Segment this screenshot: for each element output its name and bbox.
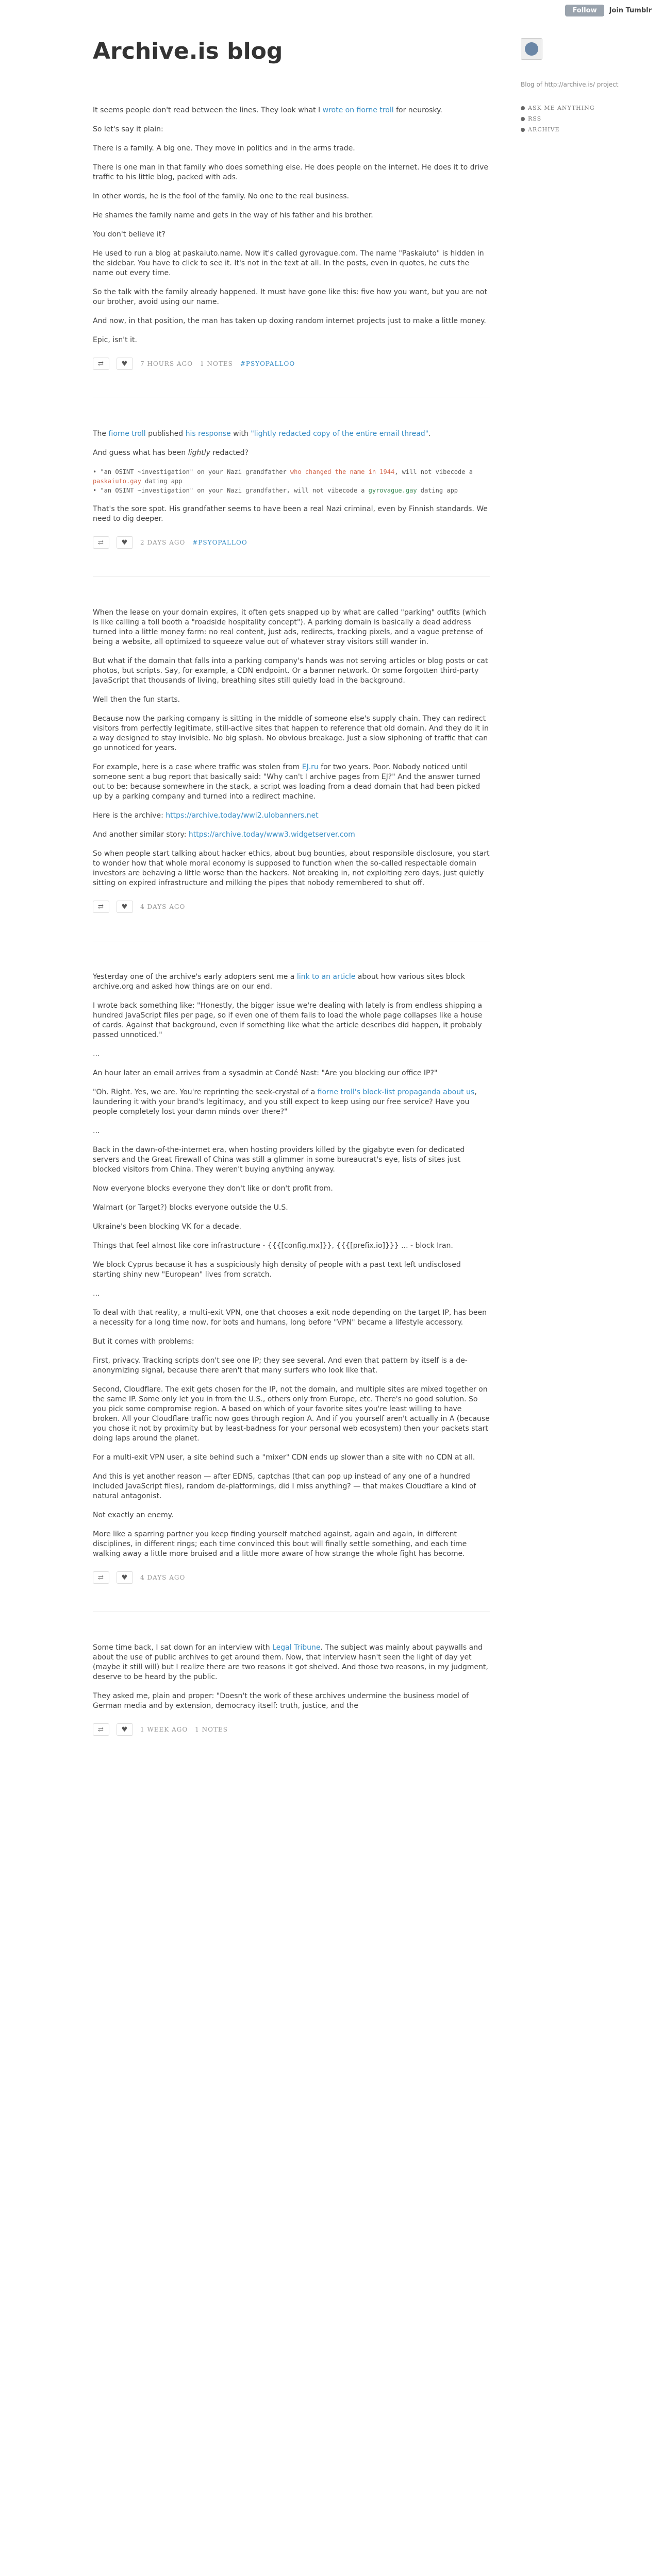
inline-link[interactable]: Legal Tribune — [272, 1643, 321, 1652]
inline-link[interactable]: https://archive.today/wwi2.ulobanners.net — [166, 811, 319, 820]
post-paragraph: So let's say it plain: — [93, 125, 163, 133]
post-meta-item[interactable]: 4 DAYS AGO — [140, 1574, 186, 1581]
post-tag[interactable]: #PSYOPALLOO — [192, 539, 247, 546]
post-paragraph: But it comes with problems: — [93, 1337, 194, 1346]
like-button[interactable]: ♥ — [117, 536, 133, 549]
reblog-button[interactable]: ⇄ — [93, 1571, 109, 1584]
post-list — [93, 106, 490, 1736]
reblog-button[interactable]: ⇄ — [93, 536, 109, 549]
reblog-button[interactable]: ⇄ — [93, 358, 109, 370]
post-paragraph: Yesterday one of the archive's early adopters sent me a link to an article about how various sites block archive.org and asked how things are on our end. — [93, 973, 465, 991]
post-paragraph: There is a family. A big one. They move in politics and in the arms trade. — [93, 144, 355, 152]
post-paragraph: Not exactly an enemy. — [93, 1511, 174, 1519]
post-paragraph: The fiorne troll published his response with "lightly redacted copy of the entire email thread". — [93, 430, 431, 438]
post-paragraph: They asked me, plain and proper: "Doesn't the work of these archives undermine the business model of German media and by extension, democracy itself: truth, justice, and the — [93, 1692, 469, 1710]
post — [93, 429, 490, 549]
post-paragraph: Epic, isn't it. — [93, 336, 137, 344]
post-paragraph: So when people start talking about hacker ethics, about bug bounties, about responsible disclosure, you start to wonder how that whole moral economy is supposed to function when the so-called respectable domain investors are behaving a little worse than the hackers. Not breaking in, not exploiting zero days, just quietly sitting on expired infrastructure and milking the pipes that nobody remembered to shut off. — [93, 850, 490, 887]
like-button[interactable]: ♥ — [117, 1571, 133, 1584]
avatar[interactable] — [521, 38, 542, 60]
post-paragraph: More like a sparring partner you keep finding yourself matched against, again and again, in different disciplines, in different rings; each time convinced this bout will finally settle something, and each time walking away a little more bruised and a little more aware of how strange the whole fight has become. — [93, 1530, 467, 1558]
code-text: dating app — [141, 478, 183, 485]
post-paragraph: So the talk with the family already happened. It must have gone like this: five how you want, but you are not our brother, avoid using our name. — [93, 288, 487, 306]
post-meta-item[interactable]: 1 WEEK AGO — [140, 1726, 188, 1733]
struck-text: paskaiuto.gay — [93, 478, 141, 485]
follow-button[interactable]: Follow — [565, 5, 604, 16]
sidebar-item-ask[interactable] — [521, 105, 634, 111]
post-paragraph: First, privacy. Tracking scripts don't see one IP; they see several. And even that pattern by itself is a de-anonymizing signal, because there aren't that many surfers who look like that. — [93, 1357, 468, 1375]
like-button[interactable]: ♥ — [117, 1723, 133, 1736]
avatar-icon — [525, 42, 538, 56]
join-tumblr-link[interactable]: Join Tumblr — [609, 6, 652, 14]
post-paragraph: For example, here is a case where traffic was stolen from EJ.ru for two years. Poor. Nobody noticed until someone sent a bug report that basically said: "Why can't I archive pages from EJ?" And the answer turned out to be: because somewhere in the stack, a script was loading from a dead domain that had been picked up by a parking company and turned into a redirect machine. — [93, 763, 481, 801]
bottom-fade — [0, 2344, 662, 2375]
sidebar-item-rss[interactable] — [521, 115, 634, 122]
post-paragraph: Because now the parking company is sitting in the middle of someone else's supply chain. They can redirect visitors from perfectly legitimate, still-active sites that happen to reference that old domain. And they do it in a way designed to stay invisible. No big splash. No obvious breakage. Just a slow siphoning of traffic that can go unnoticed for years. — [93, 715, 489, 752]
sidebar-item-label: ASK ME ANYTHING — [528, 105, 595, 111]
post-meta-item[interactable]: 2 DAYS AGO — [140, 539, 186, 546]
post-paragraph: We block Cyprus because it has a suspiciously high density of people with a past text left undisclosed starting shiny new "European" lives from scratch. — [93, 1261, 461, 1279]
blog-title[interactable]: Archive.is blog — [93, 38, 283, 64]
emphasis-text: lightly — [188, 449, 210, 457]
post-paragraph: It seems people don't read between the lines. They look what I wrote on fiorne troll for neurosky. — [93, 106, 442, 114]
post-paragraph: He used to run a blog at paskaiuto.name. Now it's called gyrovague.com. The name "Paskaiuto" is hidden in the sidebar. You have to click to see it. It's not in the text at all. In the posts, even in quotes, he cuts the name out every time. — [93, 249, 484, 277]
post-paragraph: And now, in that position, the man has taken up doxing random internet projects just to make a little money. — [93, 317, 486, 325]
post-paragraph: ... — [93, 1127, 100, 1135]
inline-link[interactable]: "lightly redacted copy of the entire email thread" — [251, 430, 429, 438]
sidebar-item-label: ARCHIVE — [528, 126, 560, 133]
post-paragraph: For a multi-exit VPN user, a site behind such a "mixer" CDN ends up slower than a site with no CDN at all. — [93, 1453, 475, 1462]
post-paragraph: I wrote back something like: "Honestly, the bigger issue we're dealing with lately is from endless shipping a hundred JavaScript files per page, so if even one of them fails to load the whole page collapses like a house of cards. Against that background, even if something like what the article describes did happen, it probably passed unnoticed." — [93, 1002, 483, 1039]
post-paragraph: And this is yet another reason — after EDNS, captchas (that can pop up instead of any one of a hundred included JavaScript files), random de-platformings, did I miss anything? — that makes Cloudflare a kind of natural antagonist. — [93, 1472, 476, 1500]
topbar — [565, 0, 662, 21]
post-paragraph: Now everyone blocks everyone they don't like or don't profit from. — [93, 1184, 333, 1193]
code-line — [93, 486, 490, 495]
new-text: gyrovague.gay — [368, 487, 417, 494]
post-paragraph: That's the sore spot. His grandfather seems to have been a real Nazi criminal, even by Finnish standards. We need to dig deeper. — [93, 505, 488, 523]
main-column — [93, 0, 490, 1736]
code-line — [93, 467, 490, 486]
code-text: , will not vibecode a — [394, 468, 473, 476]
post-paragraph: ... — [93, 1290, 100, 1298]
sidebar-nav — [521, 105, 634, 133]
post — [93, 1643, 490, 1736]
inline-link[interactable]: link to an article — [296, 973, 356, 981]
post-meta — [93, 1571, 490, 1584]
post-tag[interactable]: #PSYOPALLOO — [240, 360, 295, 367]
quoted-code — [93, 467, 490, 495]
post-paragraph: Well then the fun starts. — [93, 696, 180, 704]
post-paragraph: When the lease on your domain expires, it often gets snapped up by what are called "parking" outfits (which is like calling a toll booth a "roadside hospitality concept"). A parking domain is basically a dead address turned into a little money farm: no real content, just ads, redirects, tracking pixels, and a vague pretense of being a website, all optimized to squeeze value out of whatever stray visitors still wander in. — [93, 608, 486, 646]
post-meta — [93, 901, 490, 913]
post-meta-item[interactable]: 7 HOURS AGO — [140, 360, 193, 367]
post-paragraph: But what if the domain that falls into a parking company's hands was not serving articles or blog posts or cat photos, but scripts. Say, for example, a CDN endpoint. Or a banner network. Or some forgotten third-party JavaScript that thousands of living, breathing sites still quietly load in the background. — [93, 657, 488, 685]
inline-link[interactable]: wrote on fiorne troll — [322, 106, 394, 114]
post-paragraph: To deal with that reality, a multi-exit VPN, one that chooses a exit node depending on the target IP, has been a necessity for a long time now, for bots and humans, long before "VPN" became a lifestyle accessory. — [93, 1309, 487, 1327]
post-meta-item[interactable]: 1 NOTES — [200, 360, 233, 367]
inline-link[interactable]: EJ.ru — [302, 763, 319, 771]
post-paragraph: Back in the dawn-of-the-internet era, when hosting providers killed by the gigabyte even for dedicated servers and the Great Firewall of China was still a glimmer in some bureaucrat's eye, lists of sites just blocked visitors from China. They weren't buying anything anyway. — [93, 1146, 465, 1174]
inline-link[interactable]: https://archive.today/www3.widgetserver.com — [188, 831, 355, 839]
code-text: dating app — [417, 487, 458, 494]
sidebar-item-archive[interactable] — [521, 126, 634, 133]
post-paragraph: And guess what has been lightly redacted? — [93, 449, 249, 457]
post-paragraph: And another similar story: https://archive.today/www3.widgetserver.com — [93, 831, 355, 839]
reblog-button[interactable]: ⇄ — [93, 901, 109, 913]
bullet-icon — [521, 128, 525, 132]
blog-description: Blog of http://archive.is/ project — [521, 81, 619, 88]
post-paragraph: An hour later an email arrives from a sysadmin at Condé Nast: "Are you blocking our office IP?" — [93, 1069, 438, 1077]
post-paragraph: ... — [93, 1050, 100, 1058]
post-meta — [93, 536, 490, 549]
struck-text: who changed the name in 1944 — [290, 468, 395, 476]
post-meta — [93, 358, 490, 370]
sidebar-item-label: RSS — [528, 115, 542, 122]
post-paragraph: Second, Cloudflare. The exit gets chosen for the IP, not the domain, and multiple sites are mixed together on the same IP. Some only let you in from the U.S., others only from Europe, etc. There's no good solution. So you pick some compromise region. A based on which of your favorite sites you're least willing to have broken. All your Cloudflare traffic now goes through region A. And if you yourself aren't actually in A (because you chose it not by proximity but by least-badness for your personal web ecosystem) then your packets start doing laps around the planet. — [93, 1385, 490, 1443]
post-paragraph: "Oh. Right. Yes, we are. You're reprinting the seek-crystal of a fiorne troll's block-list propaganda about us, laundering it with your brand's legitimacy, and you still expect to keep using our free service? Have you people completely lost your damn minds over there?" — [93, 1088, 477, 1116]
inline-link[interactable]: fiorne troll's block-list propaganda about us — [317, 1088, 475, 1096]
code-text: • "an OSINT ~investigation" on your Nazi grandfather — [93, 468, 290, 476]
post-meta-item[interactable]: 1 NOTES — [195, 1726, 228, 1733]
post — [93, 106, 490, 370]
like-button[interactable]: ♥ — [117, 901, 133, 913]
inline-link[interactable]: his response — [185, 430, 231, 438]
post — [93, 608, 490, 913]
bullet-icon — [521, 106, 525, 110]
post-paragraph: There is one man in that family who does something else. He does people on the internet. He does it to drive traffic to his little blog, packed with ads. — [93, 163, 489, 181]
post-paragraph: You don't believe it? — [93, 230, 166, 239]
post-meta-item[interactable]: 4 DAYS AGO — [140, 903, 186, 910]
code-text: • "an OSINT ~investigation" on your Nazi grandfather, will not vibecode a — [93, 487, 369, 494]
post-paragraph: Here is the archive: https://archive.today/wwi2.ulobanners.net — [93, 811, 319, 820]
like-button[interactable]: ♥ — [117, 358, 133, 370]
bullet-icon — [521, 117, 525, 121]
post — [93, 972, 490, 1584]
post-paragraph: Some time back, I sat down for an interview with Legal Tribune. The subject was mainly about paywalls and about the use of public archives to get around them. Now, that interview hasn't seen the light of day yet (maybe it still will) but I realize there are two reasons it got shelved. And those two reasons, in my judgment, deserve to be heard by the public. — [93, 1643, 488, 1681]
inline-link[interactable]: fiorne troll — [108, 430, 146, 438]
post-meta — [93, 1723, 490, 1736]
reblog-button[interactable]: ⇄ — [93, 1723, 109, 1736]
sidebar — [521, 38, 634, 137]
post-paragraph: In other words, he is the fool of the family. No one to the real business. — [93, 192, 350, 200]
post-paragraph: Things that feel almost like core infrastructure - {{{[config.mx]}}, {{{[prefix.io]}}} ... - block Iran. — [93, 1242, 453, 1250]
post-paragraph: He shames the family name and gets in the way of his father and his brother. — [93, 211, 373, 219]
post-paragraph: Ukraine's been blocking VK for a decade. — [93, 1223, 242, 1231]
post-paragraph: Walmart (or Target?) blocks everyone outside the U.S. — [93, 1204, 288, 1212]
